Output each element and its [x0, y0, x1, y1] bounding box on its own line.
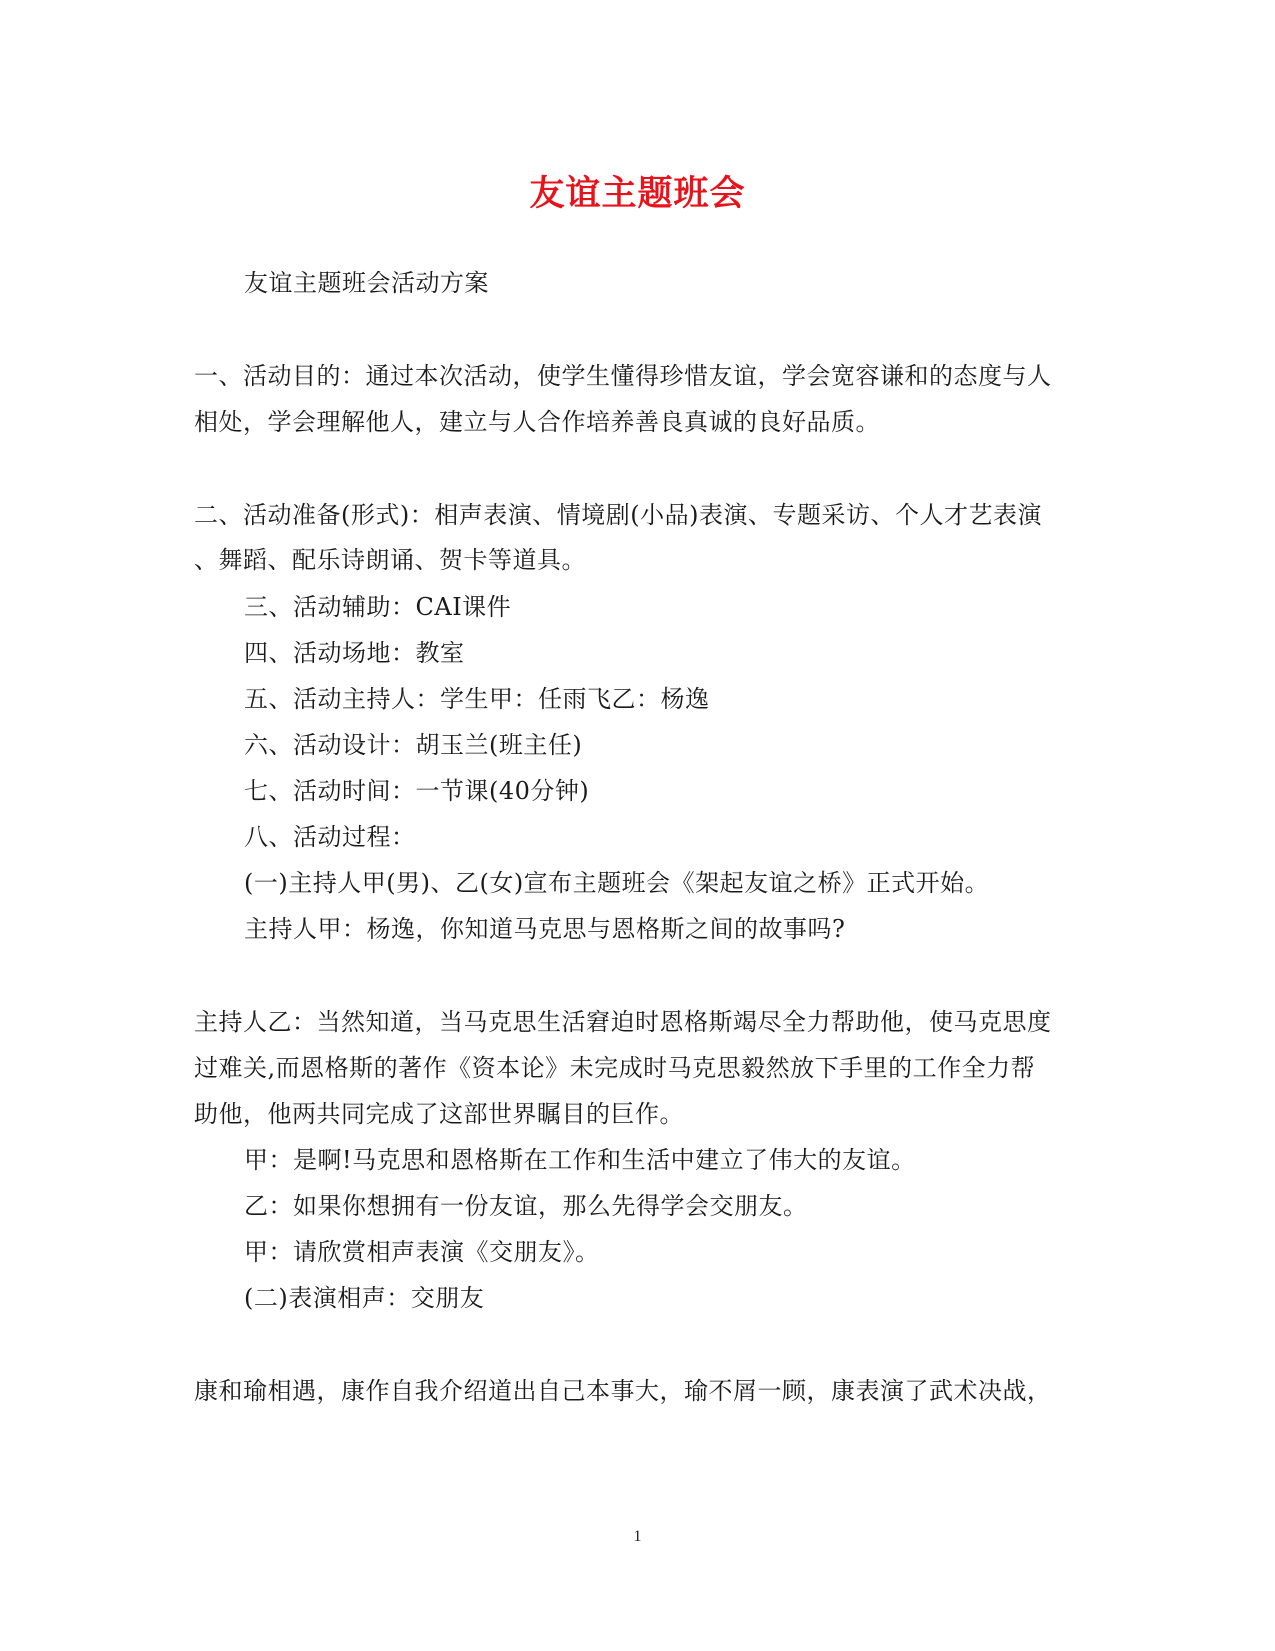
paragraph-line: 二、活动准备(形式)：相声表演、情境剧(小品)表演、专题采访、个人才艺表演 — [194, 501, 1042, 529]
paragraph-line: 四、活动场地：教室 — [244, 639, 465, 667]
paragraph-line: 过难关,而恩格斯的著作《资本论》未完成时马克思毅然放下手里的工作全力帮 — [194, 1054, 1036, 1082]
paragraph-line: 主持人甲：杨逸，你知道马克思与恩格斯之间的故事吗? — [244, 915, 846, 943]
paragraph-line: 康和瑜相遇，康作自我介绍道出自己本事大，瑜不屑一顾，康表演了武术决战， — [194, 1377, 1052, 1405]
paragraph-line: 五、活动主持人：学生甲：任雨飞乙：杨逸 — [244, 685, 710, 713]
paragraph-line: 三、活动辅助：CAI课件 — [244, 593, 512, 621]
paragraph-line: (二)表演相声：交朋友 — [244, 1284, 485, 1312]
paragraph-line: 、舞蹈、配乐诗朗诵、贺卡等道具。 — [194, 546, 586, 574]
document-title: 友谊主题班会 — [529, 173, 746, 214]
plan-heading: 友谊主题班会活动方案 — [244, 269, 489, 297]
paragraph-line: 主持人乙：当然知道，当马克思生活窘迫时恩格斯竭尽全力帮助他，使马克思度 — [194, 1008, 1052, 1036]
paragraph-line: 相处，学会理解他人，建立与人合作培养善良真诚的良好品质。 — [194, 408, 880, 436]
paragraph-line: (一)主持人甲(男)、乙(女)宣布主题班会《架起友谊之桥》正式开始。 — [244, 869, 990, 897]
paragraph-line: 乙：如果你想拥有一份友谊，那么先得学会交朋友。 — [244, 1192, 808, 1220]
paragraph-line: 六、活动设计：胡玉兰(班主任) — [244, 731, 583, 759]
paragraph-line: 甲：是啊!马克思和恩格斯在工作和生活中建立了伟大的友谊。 — [244, 1146, 916, 1174]
paragraph-line: 七、活动时间：一节课(40分钟) — [244, 777, 590, 805]
paragraph-line: 一、活动目的：通过本次活动，使学生懂得珍惜友谊，学会宽容谦和的态度与人 — [194, 362, 1052, 390]
page-number: 1 — [633, 1528, 642, 1545]
paragraph-line: 甲：请欣赏相声表演《交朋友》。 — [244, 1238, 600, 1266]
paragraph-line: 助他，他两共同完成了这部世界瞩目的巨作。 — [194, 1100, 684, 1128]
paragraph-line: 八、活动过程： — [244, 823, 416, 851]
